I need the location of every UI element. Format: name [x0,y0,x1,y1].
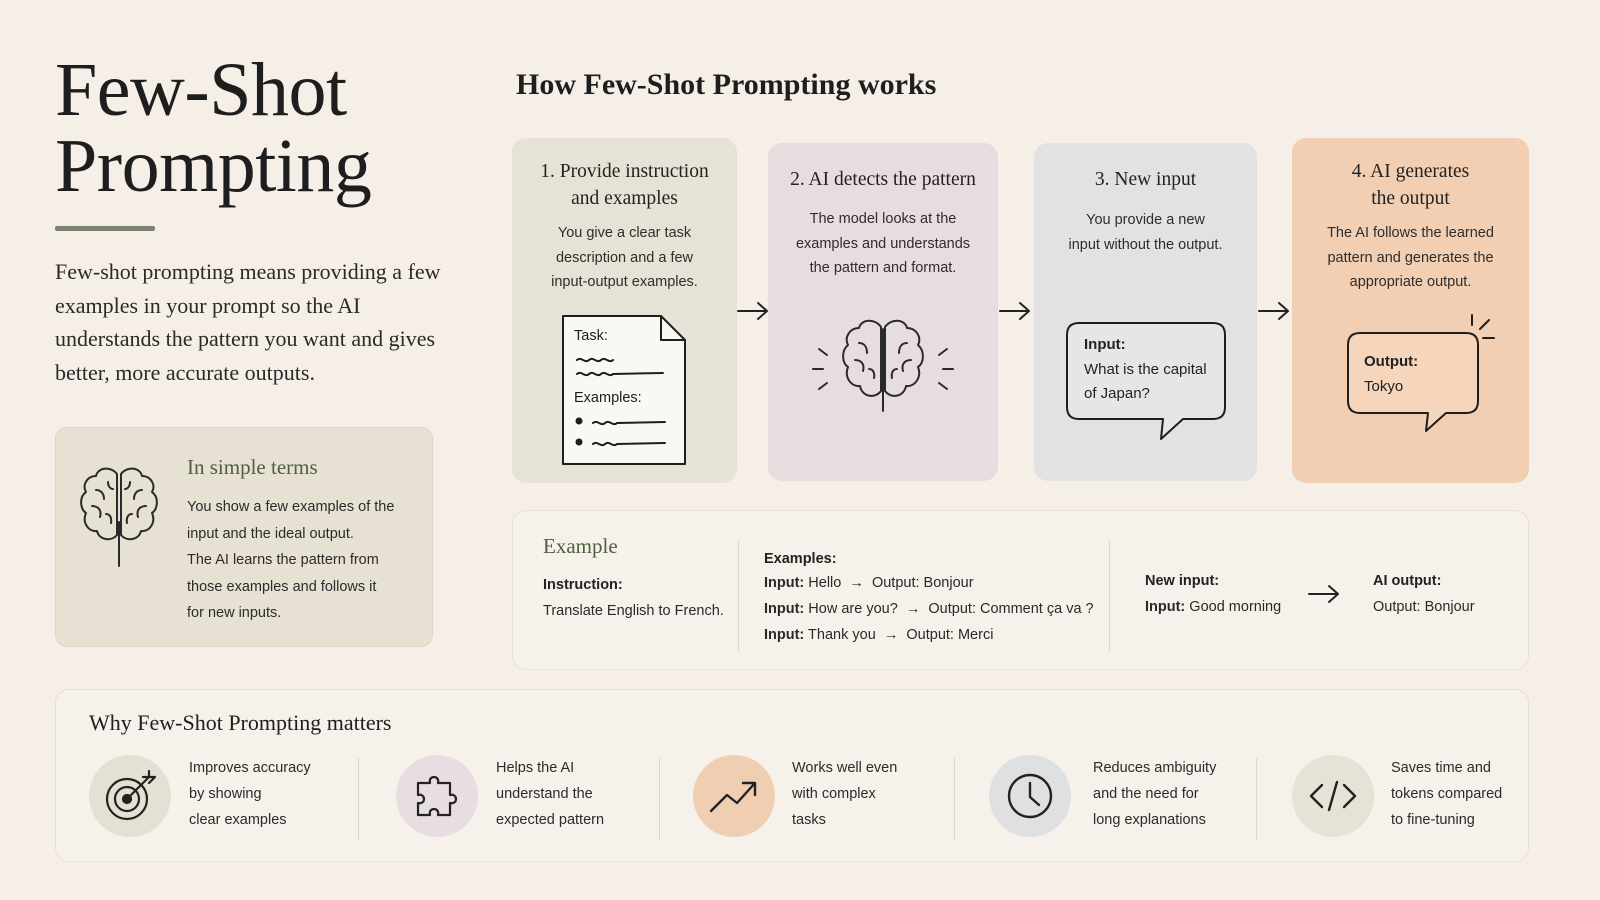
step-desc-line: The model looks at the [809,211,957,227]
title-underline [55,226,155,231]
simple-terms-title: In simple terms [187,455,318,479]
benefit-line: clear examples [189,812,287,828]
title-line-1: Few-Shot [55,48,347,132]
clock-icon [989,755,1071,837]
examples-label: Examples: [764,551,837,567]
step-2-card [768,143,998,481]
step-desc-line: description and a few [555,249,694,266]
step-4-card [1292,138,1529,483]
trend-up-icon [693,755,775,837]
target-icon [89,755,171,837]
output-bubble-text [1364,350,1418,399]
step-desc-line: input without the output. [1068,236,1223,253]
benefit-text [189,755,339,833]
example-panel [512,510,1529,670]
step-1-title [512,158,737,212]
example-input: Thank you [808,627,876,643]
puzzle-icon [396,755,478,837]
step-desc-line: pattern and generates the [1327,249,1494,266]
step-3-title: 3. New input [1094,169,1197,190]
example-output: Output: Comment ça va ? [928,601,1094,617]
step-2-description [778,207,988,281]
brain-icon [78,462,160,568]
brain-pattern-icon [805,315,961,423]
step-title-line: 1. Provide instruction [540,161,709,182]
divider [659,758,660,840]
benefit-line: by showing [189,786,262,802]
benefit-line: and the need for [1093,786,1199,802]
ai-output-value: Output: Bonjour [1373,599,1475,615]
arrow-icon: → [883,627,899,643]
benefit-line: tasks [792,812,826,828]
arrow-icon: → [905,601,921,617]
step-desc-line: You provide a new [1086,212,1205,228]
simple-terms-line: those examples and follows it [187,578,377,595]
input-label: Input: [764,601,805,617]
new-input-value: Good morning [1189,599,1282,615]
divider [358,758,359,840]
simple-terms-line: The AI learns the pattern from [187,552,379,568]
instruction-text: Translate English to French. [543,603,724,619]
benefit-line: expected pattern [496,812,605,828]
example-input: How are you? [808,601,898,617]
step-1-description [522,221,727,295]
benefit-line: with complex [792,786,876,802]
example-input: Hello [808,575,842,591]
step-3-card [1034,143,1257,481]
benefit-line: Saves time and [1391,760,1491,776]
why-it-matters-panel [55,689,1529,862]
how-it-works-title: How Few-Shot Prompting works [516,68,937,101]
example-output: Output: Bonjour [871,575,974,591]
output-answer: Tokyo [1364,377,1404,395]
title-line-2: Prompting [55,124,372,208]
page-title [55,48,455,208]
arrow-right-icon [736,300,770,322]
input-label: Input: [1145,599,1186,615]
divider [954,758,955,840]
new-input-line [1145,599,1281,615]
input-label: Input: [1084,336,1126,353]
ai-output-label: AI output: [1373,573,1442,589]
divider [1109,541,1110,651]
step-desc-line: the pattern and format. [809,260,957,276]
benefit-line: Improves accuracy [189,760,311,776]
arrow-icon: → [849,575,864,591]
step-title-line: the output [1371,188,1450,209]
arrow-right-icon [1257,300,1291,322]
input-question-line: What is the capital [1084,360,1207,378]
document-icon [561,314,687,466]
example-title: Example [543,534,618,558]
benefit-line: Reduces ambiguity [1093,760,1217,776]
simple-terms-line: for new inputs. [187,605,282,621]
doc-task-label: Task: [574,328,608,344]
code-icon [1292,755,1374,837]
simple-terms-card [55,427,433,647]
benefit-text [1391,755,1541,833]
benefit-line: long explanations [1093,812,1206,828]
benefit-line: tokens compared [1391,786,1503,802]
output-label: Output: [1364,353,1419,370]
benefit-line: Helps the AI [496,760,575,776]
benefit-line: understand the [496,786,593,802]
input-question-line: of Japan? [1084,385,1150,402]
example-output: Output: Merci [906,627,994,643]
input-label: Input: [764,627,805,643]
input-label: Input: [764,575,805,591]
benefit-text [1093,755,1243,833]
instruction-label: Instruction: [543,577,623,593]
step-title-line: and examples [571,188,678,209]
step-4-description [1302,221,1519,295]
example-pair [764,575,974,591]
divider [738,541,739,651]
example-pair [764,627,993,643]
benefit-line: to fine-tuning [1391,812,1475,828]
arrow-right-icon [1307,583,1341,605]
input-bubble-text [1084,333,1207,407]
new-input-label: New input: [1145,573,1220,589]
step-4-title [1292,158,1529,212]
simple-terms-line: You show a few examples of the [187,499,395,515]
doc-examples-label: Examples: [574,390,642,406]
step-desc-line: appropriate output. [1349,274,1472,290]
why-title: Why Few-Shot Prompting matters [89,710,392,735]
step-desc-line: The AI follows the learned [1327,225,1494,241]
step-3-description [1044,208,1247,257]
benefit-text [792,755,942,833]
step-2-title: 2. AI detects the pattern [790,169,976,190]
step-desc-line: input-output examples. [551,274,698,290]
benefit-text [496,755,646,833]
divider [1256,758,1257,840]
intro-text: Few-shot prompting means providing a few examples in your prompt so the AI understands the pattern you want and gives better, more accurate outputs. [55,259,441,385]
step-desc-line: examples and understands [795,235,971,252]
step-desc-line: You give a clear task [557,225,692,241]
step-title-line: 4. AI generates [1351,161,1470,182]
arrow-right-icon [998,300,1032,322]
example-pair [764,601,1094,617]
benefit-line: Works well even [792,760,898,776]
simple-terms-line: input and the ideal output. [187,525,354,542]
simple-terms-text [187,494,417,627]
